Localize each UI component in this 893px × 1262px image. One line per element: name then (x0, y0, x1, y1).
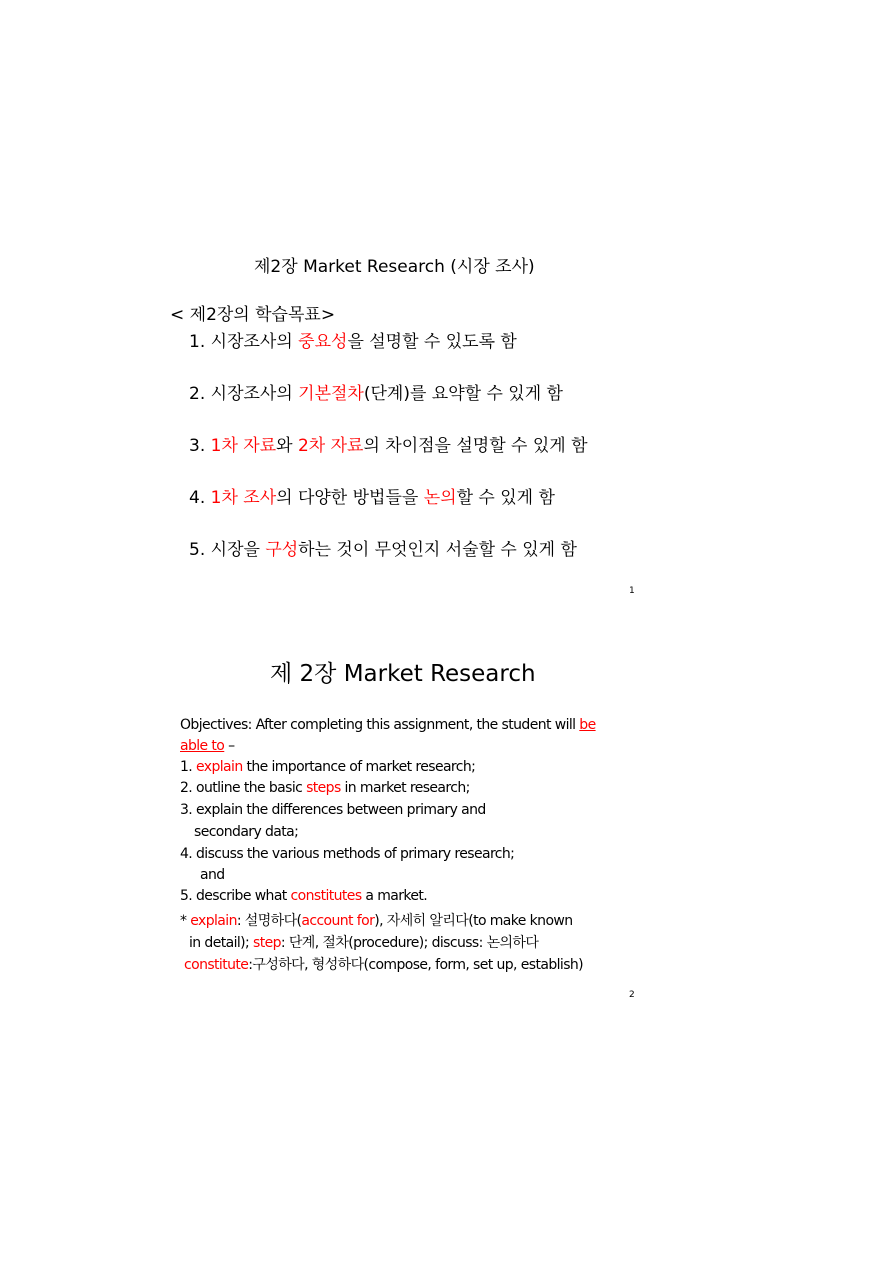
page-number: 1 (629, 586, 635, 596)
glossary-text: in detail); (189, 935, 253, 951)
item-text: 와 (276, 436, 298, 456)
glossary-line-3 (184, 954, 583, 974)
highlight-text: 2차 자료 (297, 436, 364, 456)
highlight-text: step (253, 935, 281, 951)
item-number: 1. (189, 332, 206, 352)
item-number: 5. (189, 540, 206, 560)
objective-item-4 (189, 483, 555, 508)
item-text: 시장을 (210, 540, 266, 560)
slide2-title: 제 2장 Market Research (270, 661, 536, 687)
objective-line-1 (180, 759, 475, 775)
glossary-line-2 (189, 932, 538, 952)
page-number: 2 (629, 990, 635, 1000)
slide1-heading: < 제2장의 학습목표> (170, 305, 336, 325)
objective-item-3 (189, 431, 588, 456)
glossary-text: :구성하다, 형성하다(compose, form, set up, establish) (248, 957, 584, 973)
item-text: in market research; (340, 780, 470, 796)
highlight-text: 1차 조사 (210, 488, 277, 508)
item-text: 2. outline the basic (180, 780, 307, 796)
objective-item-2 (189, 379, 563, 404)
item-text: 의 차이점을 설명할 수 있게 함 (363, 436, 588, 456)
item-text: a market. (361, 888, 428, 904)
highlight-text: 중요성 (298, 332, 348, 352)
item-number: 2. (189, 384, 206, 404)
objectives-text: – (224, 738, 235, 754)
item-text: 5. describe what (180, 888, 291, 904)
objective-line-2 (180, 780, 470, 796)
item-text: the importance of market research; (242, 759, 476, 775)
highlight-text: explain (196, 759, 243, 775)
bullet-star: * (180, 913, 191, 929)
objective-item-5 (189, 535, 577, 560)
item-text: (단계)를 요약할 수 있게 함 (363, 384, 563, 404)
item-number: 3. (189, 436, 206, 456)
highlight-text: 논의 (423, 488, 457, 508)
objective-line-5 (180, 888, 427, 904)
objective-line-4-cont: and (200, 867, 225, 883)
item-number: 1. (180, 759, 197, 775)
objective-line-3-cont: secondary data; (194, 824, 299, 840)
objective-line-3: 3. explain the differences between primary and (180, 802, 486, 818)
item-text: 의 다양한 방법들을 (276, 488, 424, 508)
highlight-text: be (579, 717, 596, 733)
item-text: 시장조사의 (210, 384, 299, 404)
highlight-text: account for (301, 913, 375, 929)
item-text: 을 설명할 수 있도록 함 (347, 332, 517, 352)
objectives-line-2 (180, 738, 235, 754)
highlight-text: able to (180, 738, 225, 754)
objective-item-1 (189, 327, 517, 352)
item-number: 4. (189, 488, 206, 508)
highlight-text: constitute (184, 957, 249, 973)
item-text: 할 수 있게 함 (456, 488, 555, 508)
glossary-text: : 단계, 절차(procedure); discuss: 논의하다 (280, 935, 539, 951)
glossary-line-1 (180, 910, 573, 930)
item-text: 시장조사의 (210, 332, 299, 352)
item-text: 하는 것이 무엇인지 서술할 수 있게 함 (298, 540, 577, 560)
highlight-text: 구성 (265, 540, 299, 560)
highlight-text: steps (306, 780, 341, 796)
glossary-text: ), 자세히 알리다(to make known (374, 913, 573, 929)
objective-line-4: 4. discuss the various methods of primary research; (180, 846, 515, 862)
objectives-line (180, 717, 596, 733)
objectives-text: Objectives: After completing this assignment, the student will (180, 717, 580, 733)
highlight-text: constitutes (290, 888, 362, 904)
highlight-text: 기본절차 (298, 384, 364, 404)
highlight-text: 1차 자료 (210, 436, 277, 456)
glossary-text: : 설명하다( (236, 913, 302, 929)
highlight-text: explain (190, 913, 237, 929)
slide1-title: 제2장 Market Research (시장 조사) (254, 257, 535, 277)
